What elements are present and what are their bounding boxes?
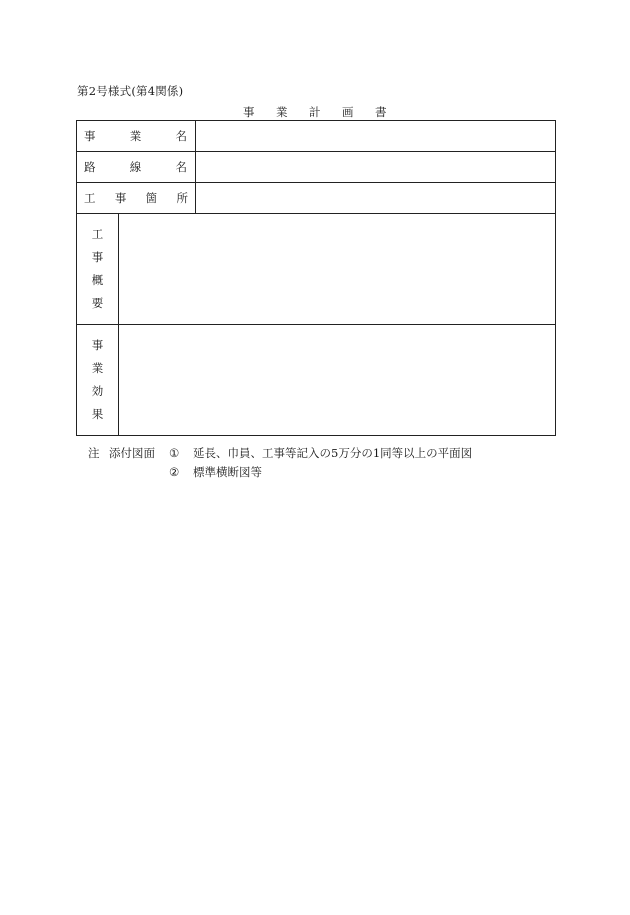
route-name-field[interactable] — [196, 152, 556, 183]
note-text: 標準横断図等 — [193, 464, 262, 479]
table-row-project-effect — [77, 325, 556, 436]
title-char: 画 — [342, 105, 354, 119]
note-item — [88, 443, 472, 462]
title-char: 書 — [375, 105, 387, 119]
construction-location-field[interactable] — [196, 183, 556, 214]
table-row-construction-overview — [77, 214, 556, 325]
label-cell — [77, 183, 196, 214]
route-name-label: 路 線 名 — [84, 160, 187, 174]
document-title — [243, 104, 387, 120]
note-number: ① — [169, 445, 180, 460]
table-row-route-name — [77, 152, 556, 183]
label-cell — [77, 214, 119, 325]
project-name-label: 事 業 名 — [84, 129, 187, 143]
project-name-field[interactable] — [196, 121, 556, 152]
table-row-construction-location — [77, 183, 556, 214]
note-prefix: 注 — [88, 445, 100, 460]
construction-overview-label: 工 事 概 要 — [91, 227, 104, 310]
label-cell — [77, 325, 119, 436]
note-text: 延長、巾員、工事等記入の5万分の1同等以上の平面図 — [193, 445, 473, 460]
construction-location-label: 工 事 箇 所 — [84, 191, 188, 205]
note-item — [88, 462, 472, 481]
form-number-label: 第2号様式(第4関係) — [77, 84, 184, 98]
construction-overview-field[interactable] — [119, 214, 556, 325]
title-char: 業 — [276, 105, 288, 119]
project-effect-field[interactable] — [119, 325, 556, 436]
notes-section — [88, 443, 472, 481]
title-char: 事 — [243, 105, 255, 119]
table-row-project-name — [77, 121, 556, 152]
label-cell — [77, 152, 196, 183]
project-effect-label: 事 業 効 果 — [91, 338, 104, 421]
attachment-label: 添付図面 — [109, 445, 155, 460]
business-plan-table — [76, 120, 556, 436]
label-cell — [77, 121, 196, 152]
title-char: 計 — [309, 105, 321, 119]
note-number: ② — [169, 464, 180, 479]
